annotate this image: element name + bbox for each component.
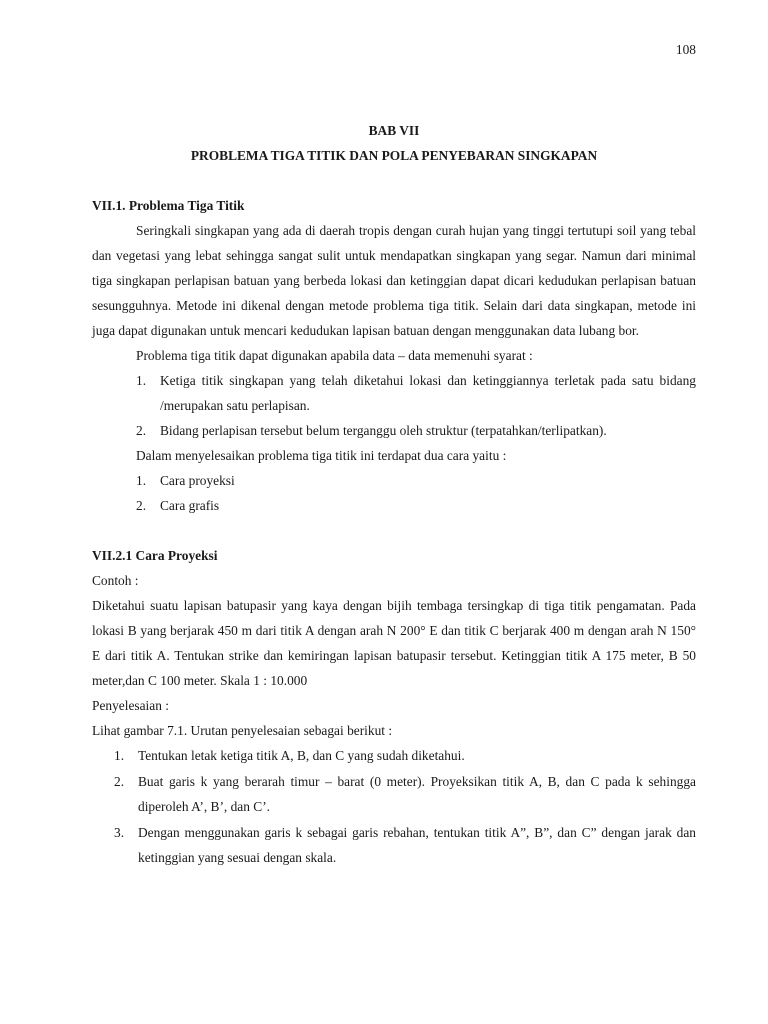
- list-item: [92, 493, 696, 518]
- list-number: 1.: [114, 748, 125, 763]
- paragraph: Dalam menyelesaikan problema tiga titik ini terdapat dua cara yaitu :: [136, 448, 507, 463]
- list-text: Cara grafis: [160, 498, 220, 513]
- list-text: Dengan menggunakan garis k sebagai garis rebahan, tentukan titik A”, B”, dan C” dengan jarak dan ketinggian yang sesuai dengan skala.: [138, 825, 696, 865]
- conditions-list: [92, 368, 696, 443]
- section-heading-1: VII.1. Problema Tiga Titik: [92, 198, 245, 213]
- list-item: [92, 769, 696, 819]
- paragraph: Problema tiga titik dapat digunakan apabila data – data memenuhi syarat :: [136, 348, 533, 363]
- page-content: [92, 118, 696, 871]
- list-number: 2.: [136, 498, 147, 513]
- chapter-label: BAB VII: [368, 123, 420, 138]
- list-number: 1.: [136, 473, 147, 488]
- list-item: [92, 820, 696, 870]
- solution-label: Penyelesaian :: [92, 698, 169, 713]
- list-text: Tentukan letak ketiga titik A, B, dan C yang sudah diketahui.: [138, 748, 465, 763]
- list-item: [92, 418, 696, 443]
- list-item: [92, 468, 696, 493]
- steps-list: [92, 743, 696, 870]
- list-text: Cara proyeksi: [160, 473, 235, 488]
- methods-list: [92, 468, 696, 518]
- paragraph: Seringkali singkapan yang ada di daerah tropis dengan curah hujan yang tinggi tertutupi soil yang tebal dan vegetasi yang lebat sehingga sangat sulit untuk mendapatkan singkapan yang segar. Namun dari minimal tiga singkapan perlapisan batuan yang berbeda lokasi dan ketinggian dapat dicari kedudukan perlapisan batuan sesungguhnya. Metode ini dikenal dengan metode problema tiga titik. Selain dari data singkapan, metode ini juga dapat digunakan untuk mencari kedudukan lapisan batuan dengan menggunakan data lubang bor.: [92, 223, 696, 338]
- example-text: Diketahui suatu lapisan batupasir yang kaya dengan bijih tembaga tersingkap di tiga titik pengamatan. Pada lokasi B yang berjarak 450 m dari titik A dengan arah N 200° E dan titik C berjarak 400 m dengan arah N 150° E dari titik A. Tentukan strike dan kemiringan lapisan batupasir tersebut. Ketinggian titik A 175 meter, B 50 meter,dan C 100 meter. Skala 1 : 10.000: [92, 598, 696, 688]
- list-number: 1.: [136, 373, 147, 388]
- page-number: 108: [675, 42, 696, 57]
- list-item: [92, 368, 696, 418]
- list-text: Bidang perlapisan tersebut belum terganggu oleh struktur (terpatahkan/terlipatkan).: [160, 423, 607, 438]
- list-item: [92, 743, 696, 768]
- example-label: Contoh :: [92, 573, 139, 588]
- solution-intro: Lihat gambar 7.1. Urutan penyelesaian sebagai berikut :: [92, 723, 393, 738]
- spacer: [92, 518, 696, 543]
- chapter-title: PROBLEMA TIGA TITIK DAN POLA PENYEBARAN SINGKAPAN: [190, 148, 598, 163]
- section-heading-2: VII.2.1 Cara Proyeksi: [92, 548, 218, 563]
- list-text: Buat garis k yang berarah timur – barat (0 meter). Proyeksikan titik A, B, dan C pada k sehingga diperoleh A’, B’, dan C’.: [138, 774, 696, 814]
- list-number: 2.: [114, 774, 125, 789]
- list-text: Ketiga titik singkapan yang telah diketahui lokasi dan ketinggiannya terletak pada satu bidang /merupakan satu perlapisan.: [160, 373, 696, 413]
- list-number: 3.: [114, 825, 125, 840]
- list-number: 2.: [136, 423, 147, 438]
